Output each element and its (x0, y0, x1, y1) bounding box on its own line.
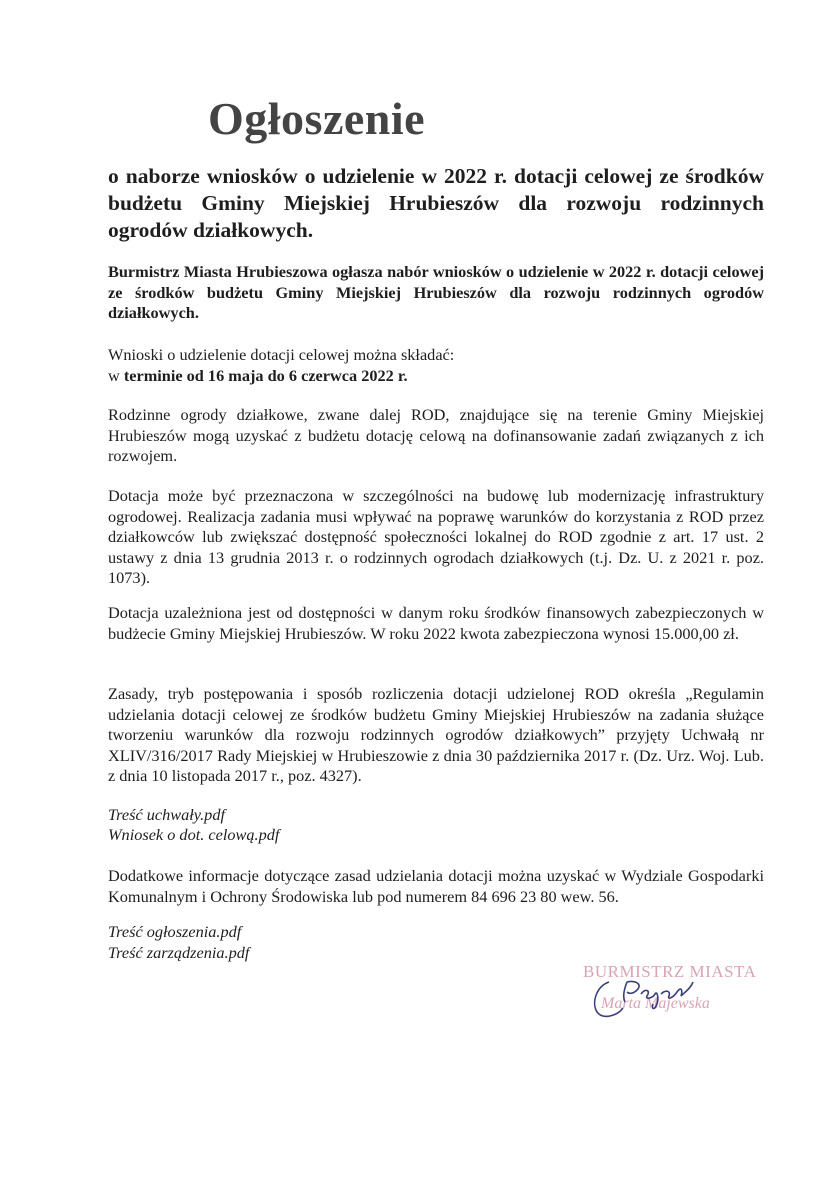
deadline-line: Wnioski o udzielenie dotacji celowej można składać: (108, 345, 455, 364)
attachment-link-announcement[interactable]: Treść ogłoszenia.pdf (108, 922, 242, 941)
funds-paragraph: Dotacja uzależniona jest od dostępności w danym roku środków finansowych zabezpieczonych w budżecie Gminy Miejskiej Hrubieszów. W roku 2022 kwota zabezpieczona wynosi 15.000,00 zł. (108, 603, 764, 643)
handwritten-signature (583, 968, 733, 1032)
rules-paragraph: Zasady, tryb postępowania i sposób rozliczenia dotacji udzielonej ROD określa „Regulamin udzielania dotacji celowej ze środków budżetu Gminy Miejskiej Hrubieszów na zadania służące tworzeniu warunków dla rozwoju rodzinnych ogrodów działkowych” przyjęty Uchwałą nr XLIV/316/2017 Rady Miejskiej w Hrubieszowie z dnia 30 października 2017 r. (Dz. Urz. Woj. Lub. z dnia 10 listopada 2017 r., poz. 4327). (108, 684, 764, 785)
deadline-dates: terminie od 16 maja do 6 czerwca 2022 r. (123, 365, 408, 385)
stamp-title: BURMISTRZ MIASTA (583, 962, 757, 981)
attachment-link-ordinance[interactable]: Treść zarządzenia.pdf (108, 943, 250, 962)
stamp-name: Marta Majewska (601, 995, 710, 1012)
info-paragraph: Dodatkowe informacje dotyczące zasad udzielania dotacji można uzyskać w Wydziale Gospodarki Komunalnym i Ochrony Środowiska lub pod numerem 84 696 23 80 wew. 56. (108, 866, 764, 906)
purpose-paragraph: Dotacja może być przeznaczona w szczególności na budowę lub modernizację infrastruktury ogrodowej. Realizacja zadania musi wpływać na poprawę warunków do korzystania z ROD przez działkowców lub zwiększać dostępność społeczności lokalnej do ROD zgodnie z art. 17 ust. 2 ustawy z dnia 13 grudnia 2013 r. o rodzinnych ogrodach działkowych (t.j. Dz. U. z 2021 r. poz. 1073). (108, 486, 764, 587)
attachment-link-resolution[interactable]: Treść uchwały.pdf (108, 805, 225, 824)
attachment-link-application[interactable]: Wniosek o dot. celową.pdf (108, 825, 280, 844)
deadline-prefix: w (108, 365, 124, 385)
mayor-stamp (583, 962, 757, 1032)
rod-paragraph: Rodzinne ogrody działkowe, zwane dalej ROD, znajdujące się na terenie Gminy Miejskiej Hrubieszów mogą uzyskać z budżetu dotację celową na dofinansowanie zadań związanych z ich rozwojem. (108, 405, 764, 465)
deadline-paragraph (108, 345, 764, 386)
announcement-subtitle: o naborze wniosków o udzielenie w 2022 r. dotacji celowej ze środków budżetu Gminy Miejskiej Hrubieszów dla rozwoju rodzinnych ogrodów działkowych. (108, 164, 764, 242)
page-title: Ogłoszenie (208, 93, 426, 144)
intro-paragraph: Burmistrz Miasta Hrubieszowa ogłasza nabór wniosków o udzielenie w 2022 r. dotacji celowej ze środków budżetu Gminy Miejskiej Hrubieszów dla rozwoju rodzinnych ogrodów działkowych. (108, 262, 764, 322)
